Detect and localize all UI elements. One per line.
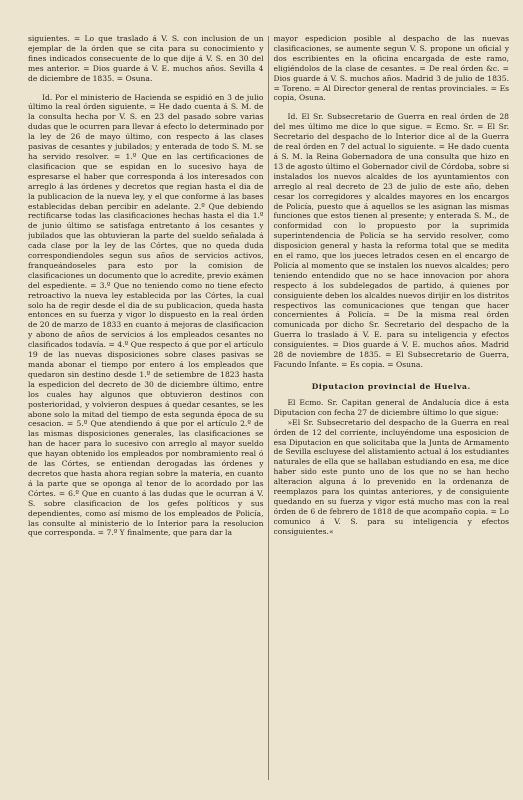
right-column <box>274 34 510 790</box>
section-heading: Diputacion provincial de Huelva. <box>311 381 471 391</box>
right-paragraph-2: Id. El Sr. Subsecretario de Guerra en real órden de 28 del mes último me dice lo que sigue. = Ecmo. Sr. = El Sr. Secretario del despacho de lo Interior dice al de la Guerra de real órden en 7 del actual lo siguiente. = He dado cuenta á S. M. la Reina Gobernadora de una consulta que hizo en 13 de agosto último el Gobernador civil de Córdoba, sobre si instalados los nuevos alcaldes de los ayuntamientos con arreglo al real decreto de 23 de julio de este año, deben cesar los corregidores y alcaldes mayores en los encargos de Policía, puesto que á aquellos se les asignan las mismas funciones que estos tienen al presente; y enterada S. M., de conformidad con lo propuesto por la suprimida superintendencia de Policía se ha servido resolver, como disposicion general y hasta la reforma total que se medita en el ramo, que los jueces letrados cesen en el encargo de Policía al momento que se instalen los nuevos alcaldes; pero teniendo entendido que no se hace innovacion por ahora respecto á los subdelegados de partido, á quienes por consiguiente deben los alcaldes nuevos dirijir en los distritos respectivos las comunicaciones que tengan que hacer concernientes á Policía. = De la misma real órden comunicada por dicho Sr. Secretario del despacho de la Guerra lo traslado á V. E. para su inteligencia y efectos consiguientes. = Dios guarde á V. E. muchos años. Madrid 28 de noviembre de 1835. = El Subsecretario de Guerra, Facundo Infante. = Es copia. = Osuna. <box>273 112 510 369</box>
column-divider <box>264 34 274 790</box>
right-paragraph-1: mayor espedicion posible al despacho de las nuevas clasificaciones, se aumente segun V. S. propone un oficial y dos escribientes en la oficina encargada de este ramo, eligiéndolos de la clase de cesantes. = De real órden &c. = Dios guarde á V. S. muchos años. Madrid 3 de julio de 1835. = Toreno. = Al Director general de rentas provinciales. = Es copia, Osuna. <box>273 34 510 103</box>
right-paragraph-4: »El Sr. Subsecretario del despacho de la Guerra en real órden de 12 del corriente, incluyéndome una esposicion de esa Diputacion en que solicitaba que la Junta de Armamento de Sevilla escluyese del alistamiento actual á los estudiantes naturales de ella que se hallaban estudiando en esa, me dice haber sido este punto uno de los que no se han hecho alteracion alguna á lo prevenido en la ordenanza de reemplazos para los quintas anteriores, y de consiguiente quedando en su fuerza y vigor está mucho mas con la real órden de 6 de febrero de 1818 de que acompaño copia. = Lo comunico á V. S. para su inteligencia y efectos consiguientes.« <box>273 417 510 536</box>
right-paragraph-3: El Ecmo. Sr. Capitan general de Andalucía dice á esta Diputacion con fecha 27 de diciembre último lo que sigue: <box>273 397 510 417</box>
left-paragraph-2: Id. Por el ministerio de Hacienda se espidió en 3 de julio último la real órden siguiente. = He dado cuenta á S. M. de la consulta hecha por V. S. en 23 del pasado sobre varias dudas que le ocurren para llevar á efecto lo determinado por la ley de 26 de mayo último, con respecto á las clases pasivas de cesantes y jubilados; y enterada de todo S. M. se ha servido resolver. = 1.º Que en las certificaciones de clasificacion que se espidan en lo sucesivo haya de espresarse el haber que corresponda á los interesados con arreglo á las órdenes y decretos que regian hasta el dia de la publicacion de la nueva ley, y el que conforme á las bases establecidas deban percibir en adelante. 2.º Que debiendo rectificarse todas las clasificaciones hechas hasta el dia 1.º de junio último se satisfaga entretanto á los cesantes y jubilados que las obtuvieran la parte del sueldo señalada á cada clase por la ley de las Córtes, que no queda duda correspondiendoles segun sus años de servicios activos, franqueándoseles para esto por la comision de clasificaciones un documento que lo acredite, previo exámen del espediente. = 3.º Que no teniendo como no tiene efecto retroactivo la nueva ley establecida por las Córtes, la cual solo ha de regir desde el dia de su publicacion, queda hasta entonces en su fuerza y vigor lo dispuesto en la real órden de 20 de marzo de 1833 en cuanto á mejoras de clasificacion y abono de años de servicios á los empleados cesantes no clasificados todavía. = 4.º Que respecto á que por el artículo 19 de las nuevas disposiciones sobre clases pasivas se manda abonar el tiempo por entero á los empleados que quedaron sin destino desde 1.º de setiembre de 1823 hasta la espedicion del decreto de 30 de diciembre último, entre los cuales hay algunos que obtuvieron destinos con posterioridad, y volvieron despues á quedar cesantes, se les abone solo la mitad del tiempo de esta segunda época de su cesacion. = 5.º Que atendiendo á que por el artículo 2.º de las mismas disposiciones generales, las clasificaciones se han de hacer para lo sucesivo con arreglo al mayor sueldo que hayan obtenido los empleados por nombramiento real ó de las Córtes, se entiendan derogadas las órdenes y decretos que hasta ahora regian sobre la materia, en cuanto á la parte que se oponga al tenor de lo acordado por las Córtes. = 6.º Que en cuanto á las dudas que le ocurran á V. S. sobre clasificacion de los gefes políticos y sus dependientes, como así mismo de los empleados de Policía, las consulte al ministerio de lo Interior para la resolucion que corresponda. = 7.º Y finalmente, que para dar la <box>28 92 264 538</box>
left-column <box>28 34 264 790</box>
two-column-layout <box>28 34 509 790</box>
left-paragraph-1: siguientes. = Lo que traslado á V. S. con inclusion de un ejemplar de la órden que se cita para su conocimiento y fines indicados consecuente de lo que dije á V. S. en 30 del mes anterior. = Dios guarde á V. E. muchos años. Sevilla 4 de diciembre de 1835. = Osuna. <box>28 34 264 83</box>
